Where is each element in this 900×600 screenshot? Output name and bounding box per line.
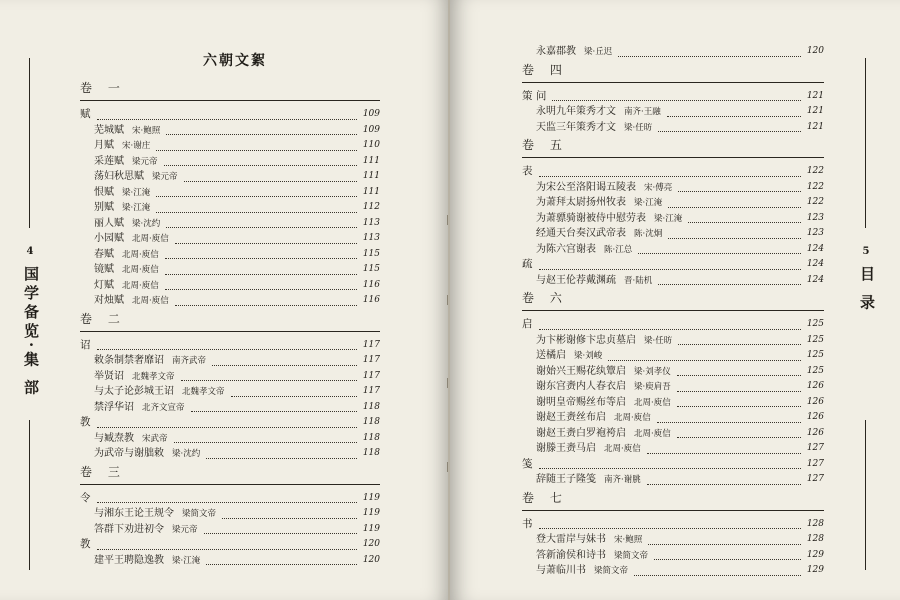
toc-entry-author: 梁元帝 (132, 156, 158, 167)
toc-page-number: 118 (362, 448, 380, 458)
leader-dots (539, 453, 801, 470)
leader-dots (539, 253, 801, 270)
left-page-number: 4 (26, 246, 34, 257)
toc-entry (522, 472, 824, 488)
toc-entry-label: 书 (522, 517, 533, 530)
leader-dots (668, 191, 801, 208)
toc-entry-author: 梁·江淹 (122, 203, 151, 213)
toc-juan-heading (522, 135, 824, 155)
toc-entry-label: 谢明皇帝赐丝布等启 北周·庾信 (536, 396, 671, 408)
toc-page-number: 127 (806, 474, 824, 484)
toc-entry-label: 为陈六宫谢表 陈·江总 (536, 243, 633, 255)
toc-page-number: 109 (362, 124, 380, 135)
leader-dots (678, 329, 801, 346)
toc-entry-label: 卷 五 (522, 138, 568, 152)
toc-entry-author: 梁·丘迟 (584, 47, 613, 57)
toc-page-number: 112 (362, 202, 380, 212)
toc-juan-heading (522, 60, 824, 80)
toc-entry-label: 诏 (80, 338, 91, 351)
toc-page-number: 124 (806, 274, 824, 285)
toc-page-number: 117 (362, 386, 380, 396)
toc-entry-author: 梁简文帝 (594, 566, 629, 576)
toc-page-number: 124 (806, 243, 824, 254)
toc-entry-label: 禁浮华诏 北齐文宣帝 (94, 401, 185, 413)
leader-dots (97, 411, 357, 428)
toc-entry-author: 北齐文宣帝 (142, 402, 185, 413)
toc-page-number: 122 (806, 166, 824, 176)
toc-entry-author: 宋·傅亮 (644, 182, 673, 193)
toc-entry-label: 天监三年策秀才文 梁·任昉 (536, 121, 653, 133)
toc-page-number: 121 (806, 106, 824, 116)
toc-entry (522, 273, 824, 289)
toc-page-number: 126 (806, 396, 824, 407)
toc-entry-label: 采莲赋 梁元帝 (94, 155, 158, 167)
leader-dots (165, 258, 357, 275)
toc-entry-label: 经通天台奏汉武帝表 陈·沈炯 (536, 228, 663, 239)
leader-dots (156, 181, 357, 198)
leader-dots (657, 406, 801, 423)
right-head-rule-bottom (865, 420, 866, 570)
toc-entry-author: 宋武帝 (142, 433, 168, 444)
toc-entry-label: 灯赋 北周·庾信 (94, 279, 159, 291)
toc-entry-label: 镜赋 北周·庾信 (94, 264, 159, 275)
toc-entry-author: 宋·鲍照 (614, 535, 643, 545)
leader-dots (539, 313, 801, 330)
toc-page-number: 109 (362, 109, 380, 119)
toc-juan-heading (80, 309, 380, 329)
toc-page-number: 123 (806, 228, 824, 238)
toc-entry-label: 与赵王伦荐戴渊疏 晋·陆机 (536, 274, 653, 286)
toc-entry-author: 宋·谢庄 (122, 141, 151, 151)
toc-page-number: 121 (806, 121, 824, 132)
toc-entry-label: 赋 (80, 108, 91, 120)
leader-dots (677, 360, 801, 377)
toc-entry-author: 梁·江淹 (654, 213, 683, 224)
toc-entry-author: 南齐·王融 (624, 107, 661, 117)
toc-entry-label: 教 (80, 538, 91, 550)
toc-entry-author: 陈·江总 (604, 244, 633, 255)
toc-page-number: 113 (362, 217, 380, 228)
leader-dots (156, 196, 357, 213)
toc-entry-label: 永嘉郡教 梁·丘迟 (536, 46, 613, 57)
toc-entry-author: 晋·陆机 (624, 275, 653, 286)
leader-dots (634, 559, 801, 576)
toc-page-number: 119 (362, 523, 380, 534)
toc-entry-author: 北魏孝文帝 (182, 387, 225, 397)
toc-juan-heading (80, 462, 380, 482)
leader-dots (191, 396, 357, 413)
toc-page-number: 125 (806, 319, 824, 329)
left-head-rule-top (29, 58, 30, 228)
toc-entry (522, 563, 824, 579)
toc-entry-label: 谢赵王赉白罗袍袴启 北周·庾信 (536, 427, 671, 439)
toc-page-number: 122 (806, 181, 824, 192)
toc-page-number: 120 (806, 46, 824, 56)
toc-entry-label: 登大雷岸与妹书 宋·鲍照 (536, 534, 643, 545)
leader-dots (165, 274, 357, 291)
toc-juan-heading (522, 288, 824, 308)
toc-page-number: 125 (806, 365, 824, 376)
leader-dots (97, 487, 357, 504)
section-rule (522, 310, 824, 311)
toc-page-number: 126 (806, 412, 824, 422)
toc-page-number: 118 (362, 432, 380, 443)
toc-entry-author: 梁·江淹 (122, 187, 151, 198)
toc-entry-label: 小园赋 北周·庾信 (94, 233, 169, 244)
toc-page-number: 115 (362, 264, 380, 274)
toc-entry-label: 为卞彬谢修卞忠贞墓启 梁·任昉 (536, 334, 673, 346)
toc-entry-label: 启 (522, 318, 533, 330)
toc-entry (80, 293, 380, 309)
leader-dots (667, 100, 801, 117)
leader-dots (668, 222, 801, 239)
leader-dots (156, 134, 357, 151)
toc-page-number: 126 (806, 381, 824, 391)
toc-page-number: 116 (362, 279, 380, 290)
toc-entry-label: 永明九年策秀才文 南齐·王融 (536, 106, 661, 117)
leader-dots (658, 116, 801, 133)
leader-dots (166, 212, 357, 229)
toc-page-number: 119 (362, 508, 380, 518)
toc-entry-author: 梁·江淹 (172, 555, 201, 566)
toc-entry-author: 北周·庾信 (122, 280, 159, 291)
toc-page-number: 113 (362, 233, 380, 243)
toc-entry-label: 令 (80, 491, 91, 504)
toc-entry-label: 建平王聘隐逸教 梁·江淹 (94, 554, 201, 566)
leader-dots (539, 160, 801, 177)
toc-page-number: 122 (806, 197, 824, 207)
toc-entry-label: 疏 (522, 258, 533, 270)
leader-dots (181, 365, 357, 382)
toc-entry-label: 谢滕王赉马启 北周·庾信 (536, 443, 641, 454)
toc-entry (522, 120, 824, 136)
toc-entry-author: 北周·庾信 (122, 265, 159, 275)
toc-entry-label: 为萧拜太尉扬州牧表 梁·江淹 (536, 197, 663, 208)
leader-dots (677, 375, 801, 392)
leader-dots (688, 207, 801, 224)
toc-page-number: 119 (362, 492, 380, 503)
leader-dots (654, 544, 801, 561)
toc-entry-author: 梁·刘孝仪 (634, 366, 671, 377)
right-side-title: 目 录 (858, 266, 876, 314)
toc-entry-label: 卷 一 (80, 81, 126, 95)
toc-entry-label: 恨赋 梁·江淹 (94, 186, 151, 198)
leader-dots (658, 269, 801, 286)
toc-entry-author: 宋·鲍照 (132, 125, 161, 136)
toc-page-number: 124 (806, 259, 824, 269)
toc-entry-label: 卷 六 (522, 291, 568, 305)
book-title: 六朝文絮 (203, 53, 267, 69)
toc-page-number: 126 (806, 427, 824, 438)
leader-dots (222, 502, 357, 519)
toc-entry-author: 梁·沈约 (172, 449, 201, 459)
toc-page-number: 115 (362, 248, 380, 259)
toc-entry-author: 梁简文帝 (182, 509, 217, 519)
toc-entry-author: 梁简文帝 (614, 550, 649, 561)
toc-entry-author: 南齐·谢朓 (604, 475, 641, 485)
leader-dots (608, 344, 801, 361)
toc-page-number: 111 (362, 171, 380, 181)
leader-dots (174, 427, 357, 444)
section-rule (522, 157, 824, 158)
toc-entry-label: 谢东宫赉内人春衣启 梁·庾肩吾 (536, 381, 671, 392)
toc-entry-label: 与湘东王论王规令 梁简文帝 (94, 508, 217, 519)
toc-entry-label: 为宋公至洛阳谒五陵表 宋·傅亮 (536, 181, 673, 193)
toc-juan-heading (522, 488, 824, 508)
toc-entry-label: 敕条制禁奢靡诏 南齐武帝 (94, 355, 207, 366)
toc-entry-label: 举贤诏 北魏孝文帝 (94, 370, 175, 382)
leader-dots (618, 40, 801, 57)
toc-page-number: 117 (362, 339, 380, 350)
toc-juan-heading (80, 78, 380, 98)
toc-page-number: 125 (806, 350, 824, 360)
leader-dots (164, 150, 357, 167)
right-running-head (854, 0, 878, 600)
left-toc (80, 78, 380, 568)
toc-entry-label: 辞随王子隆笺 南齐·谢朓 (536, 474, 641, 485)
toc-page-number: 118 (362, 401, 380, 412)
toc-page-number: 129 (806, 565, 824, 575)
toc-page-number: 129 (806, 549, 824, 560)
toc-entry-label: 与臧焘教 宋武帝 (94, 432, 168, 444)
toc-page-number: 123 (806, 212, 824, 223)
leader-dots (539, 513, 801, 530)
toc-entry-label: 为萧骠骑谢被侍中慰劳表 梁·江淹 (536, 212, 683, 224)
toc-entry-label: 丽人赋 梁·沈约 (94, 217, 161, 229)
toc-entry (80, 446, 380, 462)
toc-page-number: 116 (362, 295, 380, 305)
leader-dots (97, 334, 357, 351)
toc-entry-label: 答新渝侯和诗书 梁简文帝 (536, 549, 649, 561)
toc-entry-author: 北周·庾信 (132, 296, 169, 306)
toc-entry-label: 教 (80, 416, 91, 428)
toc-entry-label: 策 问 (522, 89, 547, 102)
toc-entry-author: 梁·任昉 (624, 122, 653, 133)
section-rule (522, 510, 824, 511)
toc-entry-label: 与萧临川书 梁简文帝 (536, 565, 629, 576)
leader-dots (677, 422, 801, 439)
section-rule (80, 100, 380, 101)
toc-entry-author: 梁·刘峻 (574, 351, 603, 361)
toc-entry-label: 春赋 北周·庾信 (94, 248, 159, 260)
leader-dots (175, 227, 357, 244)
toc-entry-label: 与太子论彭城王诏 北魏孝文帝 (94, 386, 225, 397)
toc-entry (522, 44, 824, 60)
toc-page-number: 125 (806, 334, 824, 345)
toc-entry-label: 笺 (522, 457, 533, 470)
section-rule (522, 82, 824, 83)
toc-entry-label: 荡妇秋思赋 梁元帝 (94, 171, 178, 182)
leader-dots (175, 289, 357, 306)
left-head-rule-bottom (29, 420, 30, 570)
toc-entry-author: 梁·庾肩吾 (634, 382, 671, 392)
toc-entry-author: 南齐武帝 (172, 356, 207, 366)
toc-page-number: 111 (362, 155, 380, 166)
leader-dots (638, 238, 801, 255)
leader-dots (204, 518, 357, 535)
right-page (450, 0, 900, 600)
toc-entry-label: 卷 二 (80, 311, 126, 326)
toc-entry-author: 北周·庾信 (132, 234, 169, 244)
leader-dots (206, 549, 357, 566)
toc-page-number: 128 (806, 518, 824, 529)
toc-entry-label: 卷 三 (80, 464, 126, 479)
toc-page-number: 120 (362, 539, 380, 549)
toc-entry-author: 梁·江淹 (634, 198, 663, 208)
left-side-title: 国学备览·集 部 (22, 266, 40, 399)
toc-page-number: 127 (806, 458, 824, 469)
toc-entry-label: 为武帝与谢朏敕 梁·沈约 (94, 448, 201, 459)
toc-entry-label: 对烛赋 北周·庾信 (94, 295, 169, 306)
leader-dots (97, 103, 357, 120)
leader-dots (647, 437, 801, 454)
toc-entry (80, 553, 380, 569)
leader-dots (678, 176, 801, 193)
toc-entry-author: 北周·庾信 (614, 413, 651, 423)
toc-page-number: 110 (362, 140, 380, 150)
toc-page-number: 121 (806, 90, 824, 101)
toc-entry-label: 月赋 宋·谢庄 (94, 140, 151, 151)
toc-entry-label: 别赋 梁·江淹 (94, 202, 151, 213)
toc-page-number: 117 (362, 370, 380, 381)
toc-entry-label: 卷 七 (522, 490, 568, 505)
right-head-rule-top (865, 58, 866, 228)
toc-entry-author: 北魏孝文帝 (132, 371, 175, 382)
left-running-head (18, 0, 42, 600)
toc-page-number: 118 (362, 417, 380, 427)
leader-dots (206, 442, 357, 459)
right-toc (522, 44, 824, 579)
toc-page-number: 120 (362, 554, 380, 565)
toc-entry-label: 谢赵王赉丝布启 北周·庾信 (536, 412, 651, 423)
leader-dots (647, 468, 801, 485)
leader-dots (166, 119, 357, 136)
toc-entry-label: 谢始兴王赐花纨簟启 梁·刘孝仪 (536, 365, 671, 377)
toc-entry-author: 陈·沈炯 (634, 229, 663, 239)
leader-dots (231, 380, 357, 397)
leader-dots (97, 533, 357, 550)
section-rule (80, 331, 380, 332)
toc-entry-author: 梁元帝 (152, 172, 178, 182)
right-page-number: 5 (862, 246, 870, 257)
toc-entry-author: 梁元帝 (172, 524, 198, 535)
toc-entry-author: 北周·庾信 (604, 444, 641, 454)
toc-page-number: 127 (806, 443, 824, 453)
leader-dots (677, 391, 801, 408)
toc-entry-author: 北周·庾信 (634, 428, 671, 439)
toc-entry-label: 芜城赋 宋·鲍照 (94, 124, 161, 136)
toc-entry-author: 梁·沈约 (132, 218, 161, 229)
leader-dots (212, 349, 357, 366)
toc-entry-author: 北周·庾信 (122, 249, 159, 260)
leader-dots (648, 528, 801, 545)
toc-entry-label: 送橘启 梁·刘峻 (536, 350, 603, 361)
toc-page-number: 111 (362, 186, 380, 197)
toc-entry-label: 卷 四 (522, 62, 568, 77)
toc-page-number: 117 (362, 355, 380, 365)
toc-entry-label: 表 (522, 165, 533, 177)
toc-entry-author: 北周·庾信 (634, 397, 671, 408)
section-rule (80, 484, 380, 485)
leader-dots (165, 243, 357, 260)
toc-entry-label: 答群下劝进初令 梁元帝 (94, 523, 198, 535)
leader-dots (552, 85, 801, 102)
toc-page-number: 128 (806, 534, 824, 544)
toc-entry-author: 梁·任昉 (644, 335, 673, 346)
leader-dots (184, 165, 357, 182)
